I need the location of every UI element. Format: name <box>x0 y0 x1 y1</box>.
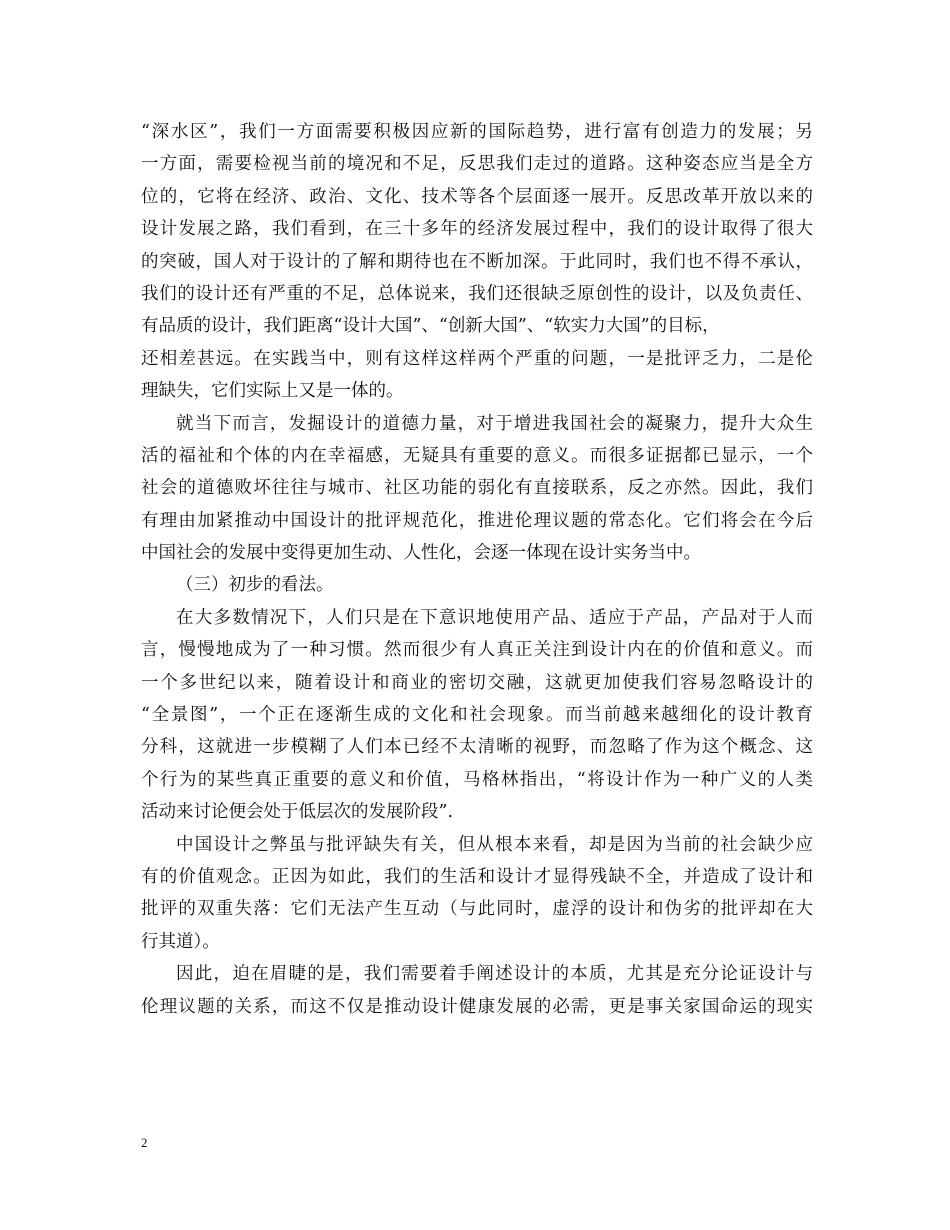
text-line: 的突破，国人对于设计的了解和期待也在不断加深。于此同时，我们也不得不承认， <box>141 251 813 272</box>
paragraph-1 <box>141 116 813 408</box>
paragraph-2 <box>141 408 813 570</box>
text-line: 分科，这就进一步模糊了人们本已经不太清晰的视野，而忽略了作为这个概念、这 <box>141 737 813 758</box>
text-line: 批评的双重失落：它们无法产生互动（与此同时，虚浮的设计和伪劣的批评却在大 <box>141 899 813 920</box>
text-line: 伦理议题的关系，而这不仅是推动设计健康发展的必需，更是事关家国命运的现实 <box>141 996 813 1017</box>
text-line: 还相差甚远。在实践当中，则有这样这样两个严重的问题，一是批评乏力，二是伦 <box>141 348 813 369</box>
text-line: 理缺失，它们实际上又是一体的。 <box>141 381 404 402</box>
text-line: 因此，迫在眉睫的是，我们需要着手阐述设计的本质，尤其是充分论证设计与 <box>176 964 813 985</box>
text-line: “深水区”，我们一方面需要积极因应新的国际趋势，进行富有创造力的发展；另 <box>141 122 813 142</box>
section-heading-text: （三）初步的看法。 <box>176 575 334 596</box>
page-number: 2 <box>141 1135 148 1150</box>
text-line: 有理由加紧推动中国设计的批评规范化，推进伦理议题的常态化。它们将会在今后 <box>141 510 813 531</box>
text-line: 一方面，需要检视当前的境况和不足，反思我们走过的道路。这种姿态应当是全方 <box>141 154 813 175</box>
paragraph-3 <box>141 602 813 829</box>
text-line: 有的价值观念。正因为如此，我们的生活和设计才显得残缺不全，并造成了设计和 <box>141 866 813 887</box>
text-line: 一个多世纪以来，随着设计和商业的密切交融，这就更加使我们容易忽略设计的 <box>141 672 813 693</box>
section-heading <box>141 569 813 601</box>
text-line: 就当下而言，发掘设计的道德力量，对于增进我国社会的凝聚力，提升大众生 <box>176 413 813 434</box>
body-text <box>141 116 813 1023</box>
text-line: 社会的道德败坏往往与城市、社区功能的弱化有直接联系，反之亦然。因此，我们 <box>141 478 813 499</box>
text-line: 中国社会的发展中变得更加生动、人性化，会逐一体现在设计实务当中。 <box>141 543 701 564</box>
text-line: 位的，它将在经济、政治、文化、技术等各个层面逐一展开。反思改革开放以来的 <box>141 186 813 207</box>
text-line: 言，慢慢地成为了一种习惯。然而很少有人真正关注到设计内在的价值和意义。而 <box>141 640 813 661</box>
text-line: 设计发展之路，我们看到，在三十多年的经济发展过程中，我们的设计取得了很大 <box>141 219 813 240</box>
text-line: 在大多数情况下，人们只是在下意识地使用产品、适应于产品，产品对于人而 <box>176 607 813 628</box>
paragraph-4 <box>141 829 813 959</box>
text-line: 个行为的某些真正重要的意义和价值，马格林指出，“将设计作为一种广义的人类 <box>141 769 813 790</box>
text-line: 中国设计之弊虽与批评缺失有关，但从根本来看，却是因为当前的社会缺少应 <box>176 834 813 855</box>
paragraph-5 <box>141 958 813 1023</box>
text-line: “全景图”，一个正在逐渐生成的文化和社会现象。而当前越来越细化的设计教育 <box>141 705 813 726</box>
text-line: 我们的设计还有严重的不足，总体说来，我们还很缺乏原创性的设计，以及负责任、 <box>141 283 813 304</box>
text-line: 活动来讨论便会处于低层次的发展阶段”. <box>141 802 454 823</box>
text-line: 活的福祉和个体的内在幸福感，无疑具有重要的意义。而很多证据都已显示，一个 <box>141 445 813 466</box>
text-line: 有品质的设计，我们距离“设计大国”、“创新大国”、“软实力大国”的目标， <box>141 316 720 337</box>
text-line: 行其道）。 <box>141 931 220 952</box>
